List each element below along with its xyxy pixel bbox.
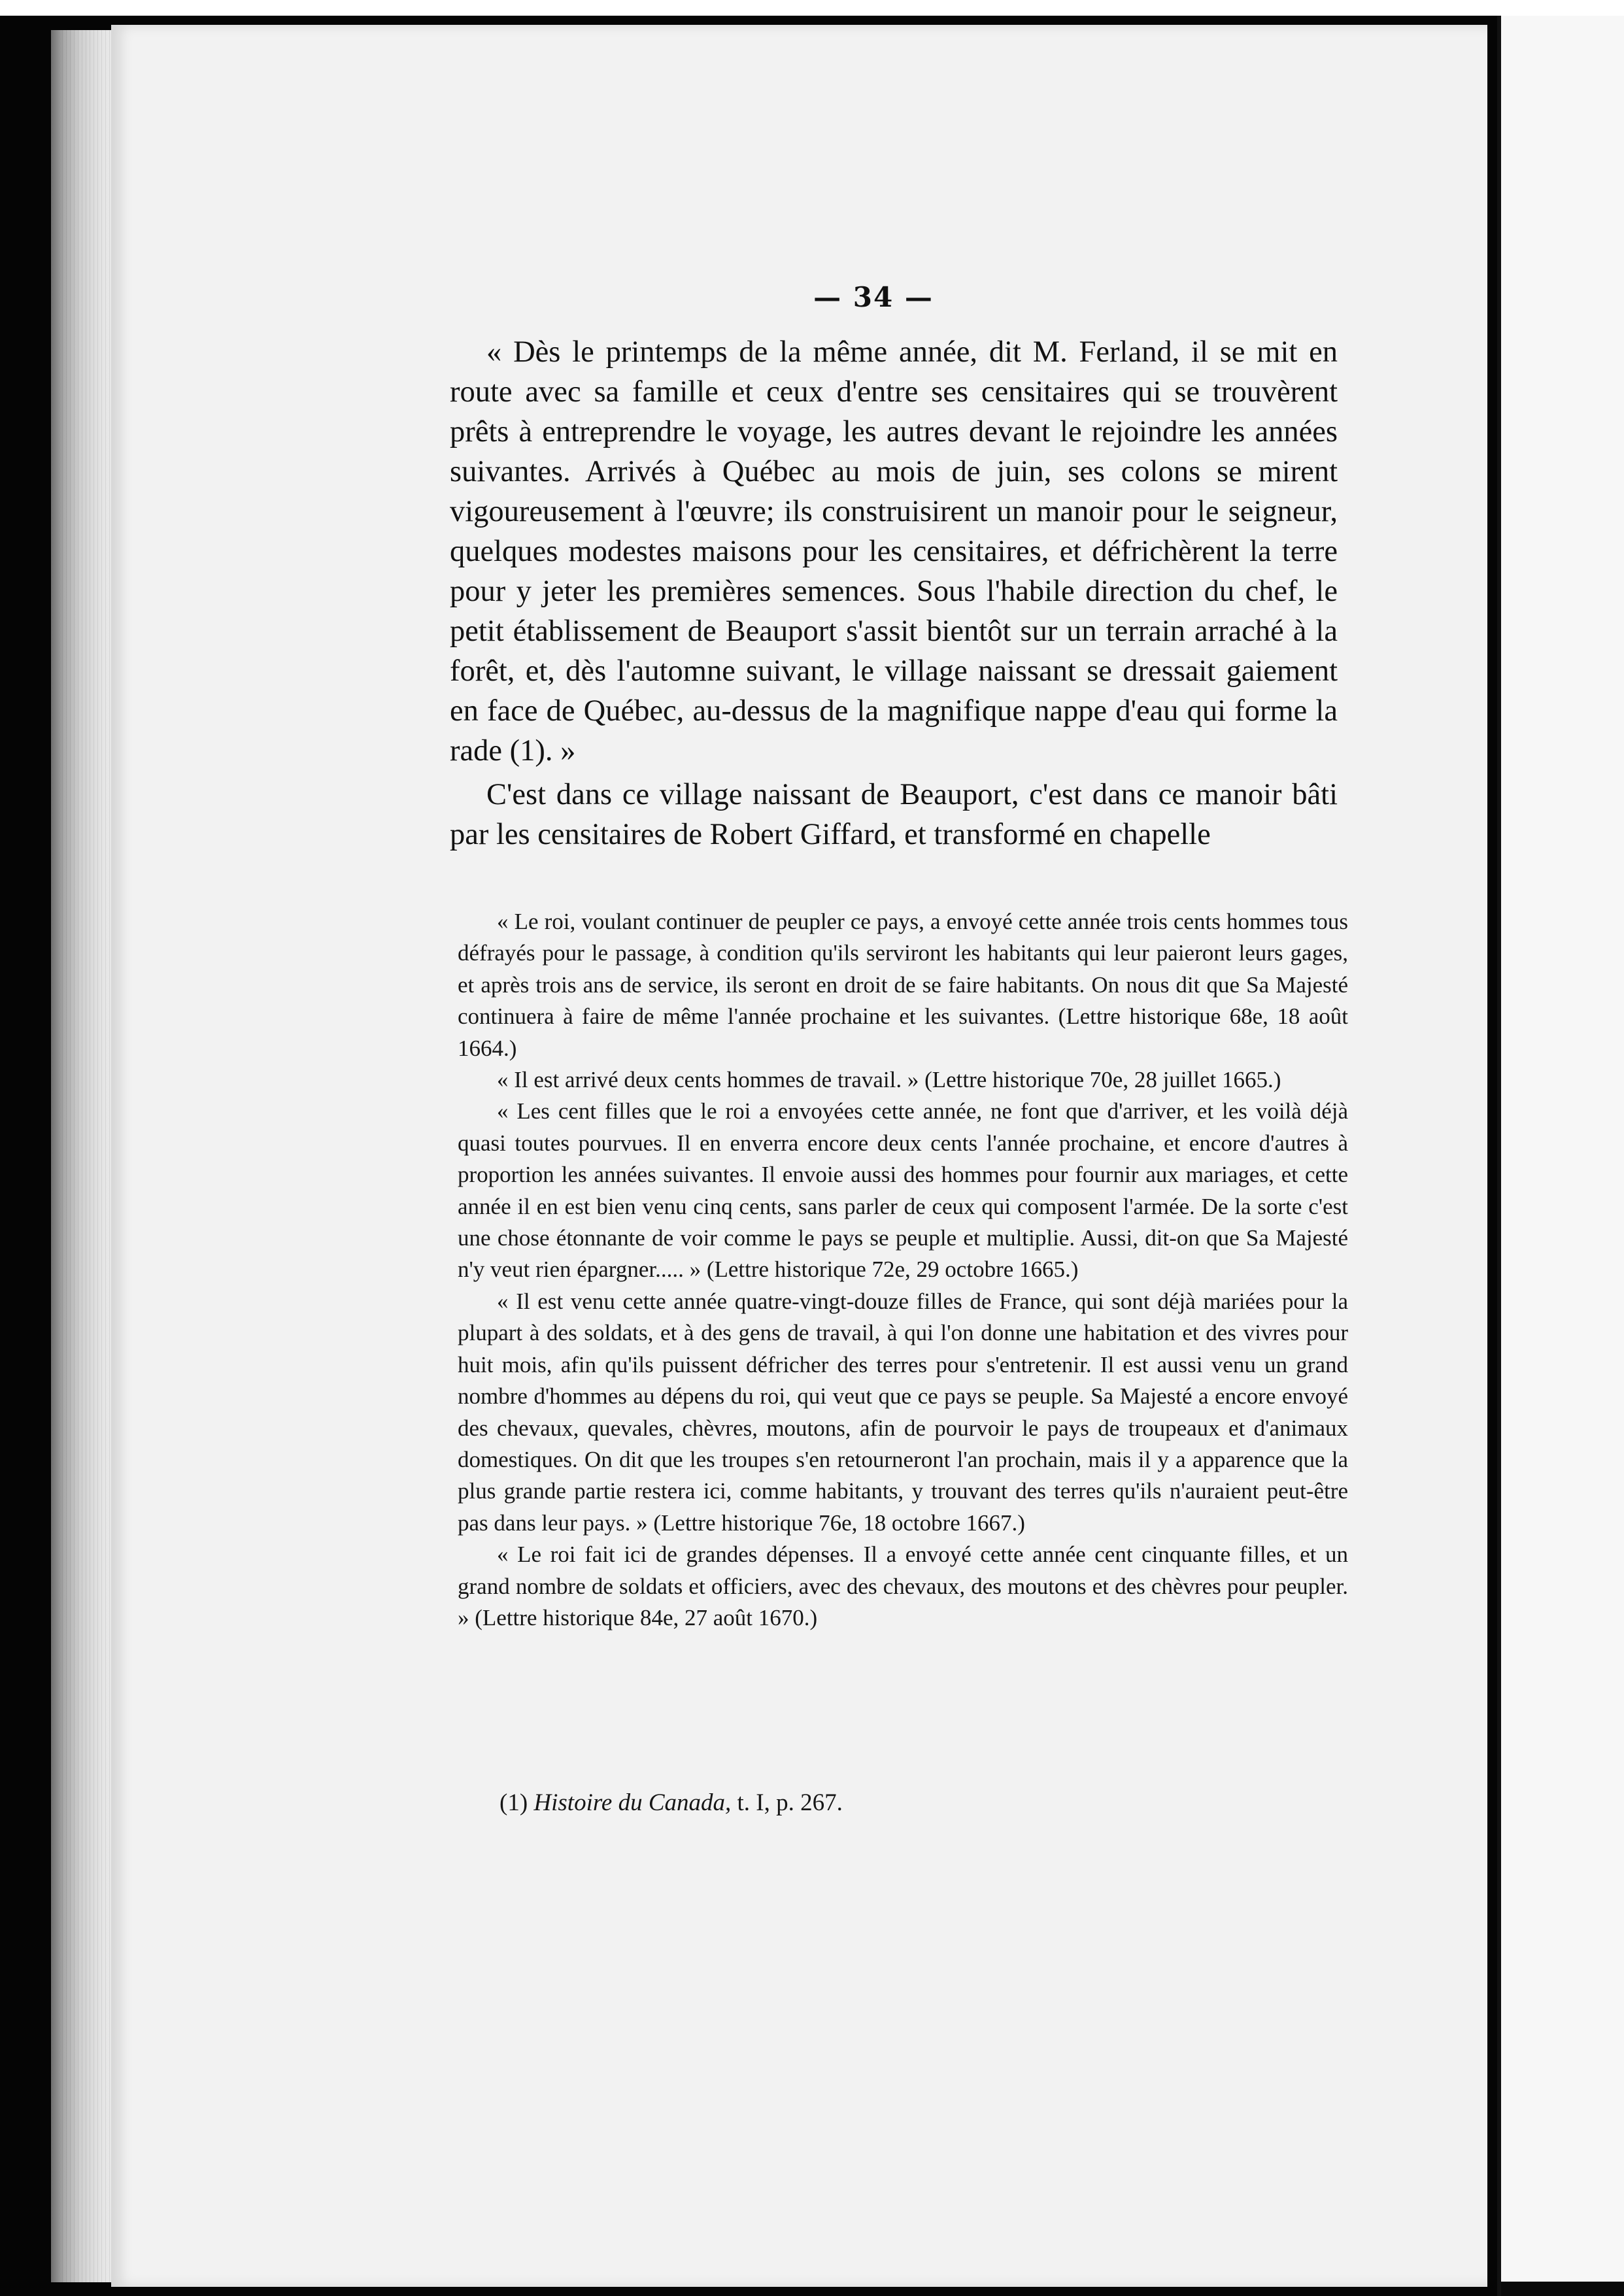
footnote-title: Histoire du Canada, (533, 1789, 732, 1816)
footnote (499, 1787, 1284, 1819)
note-paragraph: « Il est arrivé deux cents hommes de travail. » (Lettre historique 70e, 28 juillet 1665.) (497, 1067, 1281, 1093)
facing-page-bottom-edge (1501, 2282, 1624, 2296)
note-paragraph: « Le roi, voulant continuer de peupler ce pays, a envoyé cette année trois cents hommes tous défrayés pour le passage, à condition qu'ils serviront les habitants qui leur paieront leurs gages, et après trois ans de service, ils seront en droit de se faire habitants. On nous dit que Sa Majesté continuera à faire de même l'année prochaine et les suivantes. (Lettre historique 68e, 18 août 1664.) (458, 909, 1348, 1061)
main-text (450, 332, 1338, 854)
page-edges (62, 30, 114, 2282)
notes-block (458, 906, 1348, 1634)
footnote-ref: t. I, p. 267. (737, 1789, 843, 1816)
note-paragraph: « Les cent filles que le roi a envoyées cette année, ne font que d'arriver, et les voilà déjà quasi toutes pourvues. Il en enverra encore deux cents l'année prochaine, et encore d'autres à proportion les années suivantes. Il envoie aussi des hommes pour fournir aux mariages, et cette année il en est bien venu cinq cents, sans parler de ceux qui composent l'armée. De la sorte c'est une chose étonnante de voir comme le pays se peuple et multiplie. Aussi, dit-on que Sa Majesté n'y veut rien épargner..... » (Lettre historique 72e, 29 octobre 1665.) (458, 1098, 1348, 1283)
note-paragraph: « Le roi fait ici de grandes dépenses. Il a envoyé cette année cent cinquante filles, et un grand nombre de soldats et officiers, avec des chevaux, des moutons et des chèvres pour peupler. » (Lettre historique 84e, 27 août 1670.) (458, 1542, 1348, 1630)
main-paragraph: C'est dans ce village naissant de Beauport, c'est dans ce manoir bâti par les censitaires de Robert Giffard, et transformé en chapelle (450, 778, 1338, 851)
main-paragraph: « Dès le printemps de la même année, dit M. Ferland, il se mit en route avec sa famille et ceux d'entre ses censitaires qui se trouvèrent prêts à entreprendre le voyage, les autres devant le rejoindre les années suivantes. Arrivés à Québec au mois de juin, ses colons se mirent vigoureusement à l'œuvre; ils construisirent un manoir pour le seigneur, quelques modestes maisons pour les censitaires, et défrichèrent la terre pour y jeter les premières semences. Sous l'habile direction du chef, le petit établissement de Beauport s'assit bientôt sur un terrain arraché à la forêt, et, dès l'automne suivant, le village naissant se dressait gaiement en face de Québec, au-dessus de la magnifique nappe d'eau qui forme la rade (1). » (450, 335, 1338, 768)
scan-top-edge (0, 0, 1624, 16)
note-paragraph: « Il est venu cette année quatre-vingt-douze filles de France, qui sont déjà mariées pour la plupart à des soldats, et à des gens de travail, à qui l'on donne une habitation et des vivres pour huit mois, afin qu'ils puissent défricher des terres pour s'entretenir. Il est aussi venu un grand nombre d'hommes au dépens du roi, qui veut que ce pays se peuple. Sa Majesté a encore envoyé des chevaux, quevales, chèvres, moutons, afin de pourvoir le pays de troupeaux et d'animaux domestiques. On dit que les troupes s'en retourneront l'an prochain, mais il y a apparence que la plus grande partie restera ici, comme habitants, y trouvant des terres qu'ils n'auraient peut-être pas dans leur pays. » (Lettre historique 76e, 18 octobre 1667.) (458, 1288, 1348, 1536)
page-number: — 34 — (813, 281, 934, 313)
facing-page (1497, 16, 1624, 2296)
footnote-marker: (1) (499, 1789, 528, 1816)
